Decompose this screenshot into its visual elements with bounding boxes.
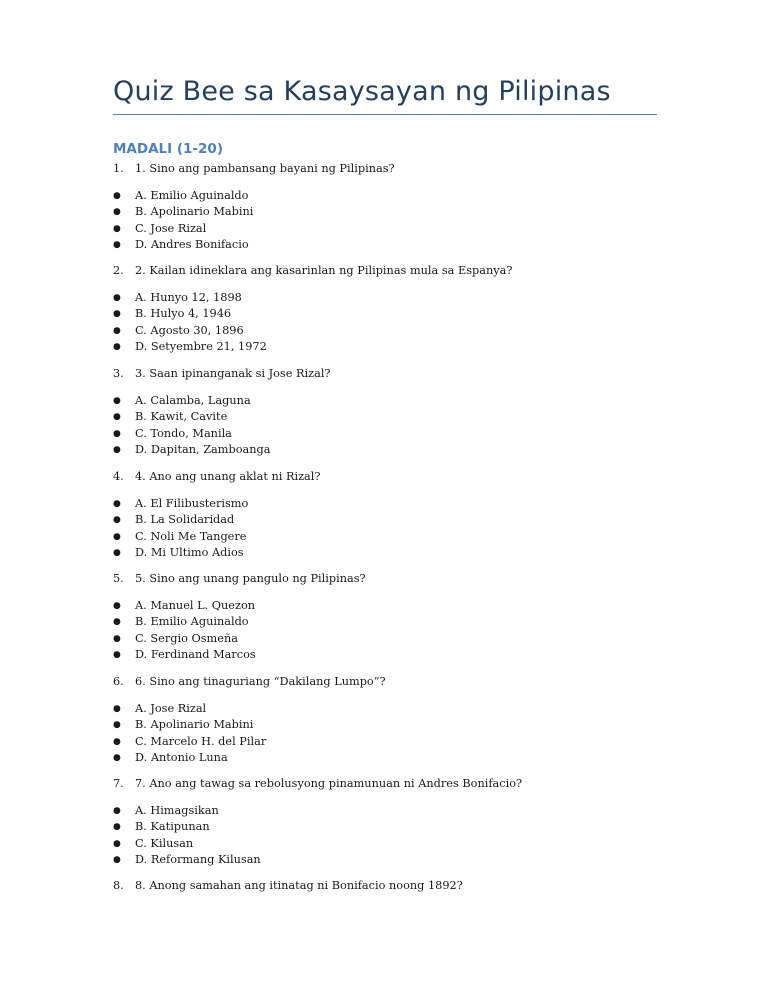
- question-number: 1.: [113, 162, 124, 175]
- option-item: ● D. Setyembre 21, 1972: [113, 339, 267, 355]
- bullet-icon: ●: [113, 601, 121, 611]
- option-item: ● A. Hunyo 12, 1898: [113, 290, 267, 306]
- option-item: ● C. Kilusan: [113, 836, 261, 852]
- option-item: ● A. Jose Rizal: [113, 701, 266, 717]
- option-item: ● C. Jose Rizal: [113, 221, 253, 237]
- option-item: ● D. Andres Bonifacio: [113, 237, 253, 253]
- option-item: ● B. Emilio Aguinaldo: [113, 614, 256, 630]
- bullet-icon: ●: [113, 412, 121, 423]
- bullet-icon: ●: [113, 854, 121, 865]
- option-item: ● B. Hulyo 4, 1946: [113, 306, 267, 322]
- bullet-icon: ●: [113, 428, 121, 439]
- bullet-icon: ●: [113, 396, 121, 406]
- question-number: 4.: [113, 470, 124, 483]
- bullet-icon: ●: [113, 223, 121, 234]
- option-item: ● B. Kawit, Cavite: [113, 409, 271, 425]
- option-item: ● D. Dapitan, Zamboanga: [113, 442, 271, 458]
- section-heading: MADALI (1-20): [113, 141, 223, 157]
- option-item: ● C. Agosto 30, 1896: [113, 323, 267, 339]
- bullet-icon: ●: [113, 325, 121, 336]
- option-item: ● B. Apolinario Mabini: [113, 204, 253, 220]
- bullet-icon: ●: [113, 207, 121, 218]
- question-text: 1. Sino ang pambansang bayani ng Pilipinas?: [135, 162, 395, 175]
- question-text: 8. Anong samahan ang itinatag ni Bonifacio noong 1892?: [135, 879, 463, 892]
- bullet-icon: ●: [113, 720, 121, 731]
- bullet-icon: ●: [113, 531, 121, 542]
- bullet-icon: ●: [113, 341, 121, 352]
- bullet-icon: ●: [113, 704, 121, 714]
- bullet-icon: ●: [113, 736, 121, 747]
- question-8: [113, 878, 463, 894]
- bullet-icon: ●: [113, 838, 121, 849]
- option-item: ● A. Manuel L. Quezon: [113, 598, 256, 614]
- question-7: [113, 776, 522, 792]
- option-item: ● B. Apolinario Mabini: [113, 717, 266, 733]
- option-item: ● D. Ferdinand Marcos: [113, 647, 256, 663]
- bullet-icon: ●: [113, 293, 121, 303]
- option-item: ● D. Mi Ultimo Adios: [113, 545, 248, 561]
- option-item: ● C. Noli Me Tangere: [113, 529, 248, 545]
- option-item: ● C. Sergio Osmeña: [113, 631, 256, 647]
- bullet-icon: ●: [113, 617, 121, 628]
- question-text: 7. Ano ang tawag sa rebolusyong pinamunuan ni Andres Bonifacio?: [135, 777, 523, 790]
- option-item: ● D. Reformang Kilusan: [113, 852, 261, 868]
- options-list-2: [113, 290, 267, 355]
- bullet-icon: ●: [113, 444, 121, 455]
- bullet-icon: ●: [113, 633, 121, 644]
- options-list-7: [113, 803, 261, 868]
- option-item: ● A. El Filibusterismo: [113, 496, 248, 512]
- option-item: ● A. Himagsikan: [113, 803, 261, 819]
- page-title: Quiz Bee sa Kasaysayan ng Pilipinas: [113, 76, 611, 107]
- option-item: ● B. Katipunan: [113, 819, 261, 835]
- option-item: ● B. La Solidaridad: [113, 512, 248, 528]
- bullet-icon: ●: [113, 309, 121, 320]
- question-number: 7.: [113, 777, 124, 790]
- question-text: 5. Sino ang unang pangulo ng Pilipinas?: [135, 572, 366, 585]
- title-divider: [113, 114, 657, 115]
- options-list-4: [113, 496, 248, 561]
- bullet-icon: ●: [113, 515, 121, 526]
- bullet-icon: ●: [113, 752, 121, 763]
- question-number: 3.: [113, 367, 124, 380]
- options-list-6: [113, 701, 266, 766]
- bullet-icon: ●: [113, 499, 121, 509]
- bullet-icon: ●: [113, 547, 121, 558]
- option-item: ● C. Tondo, Manila: [113, 426, 271, 442]
- question-3: [113, 366, 330, 382]
- question-text: 2. Kailan idineklara ang kasarinlan ng Pilipinas mula sa Espanya?: [135, 264, 513, 277]
- question-1: [113, 161, 395, 177]
- question-number: 2.: [113, 264, 124, 277]
- question-4: [113, 469, 320, 485]
- bullet-icon: ●: [113, 239, 121, 250]
- options-list-1: [113, 188, 253, 253]
- option-item: ● C. Marcelo H. del Pilar: [113, 734, 266, 750]
- options-list-5: [113, 598, 256, 663]
- bullet-icon: ●: [113, 649, 121, 660]
- question-text: 4. Ano ang unang aklat ni Rizal?: [135, 470, 321, 483]
- option-item: ● A. Calamba, Laguna: [113, 393, 271, 409]
- options-list-3: [113, 393, 271, 458]
- question-5: [113, 571, 366, 587]
- bullet-icon: ●: [113, 191, 121, 201]
- question-number: 8.: [113, 879, 124, 892]
- question-2: [113, 263, 512, 279]
- bullet-icon: ●: [113, 806, 121, 816]
- question-text: 6. Sino ang tinaguriang “Dakilang Lumpo”?: [135, 675, 386, 688]
- question-text: 3. Saan ipinanganak si Jose Rizal?: [135, 367, 331, 380]
- question-6: [113, 674, 386, 690]
- option-item: ● D. Antonio Luna: [113, 750, 266, 766]
- bullet-icon: ●: [113, 822, 121, 833]
- question-number: 5.: [113, 572, 124, 585]
- option-item: ● A. Emilio Aguinaldo: [113, 188, 253, 204]
- question-number: 6.: [113, 675, 124, 688]
